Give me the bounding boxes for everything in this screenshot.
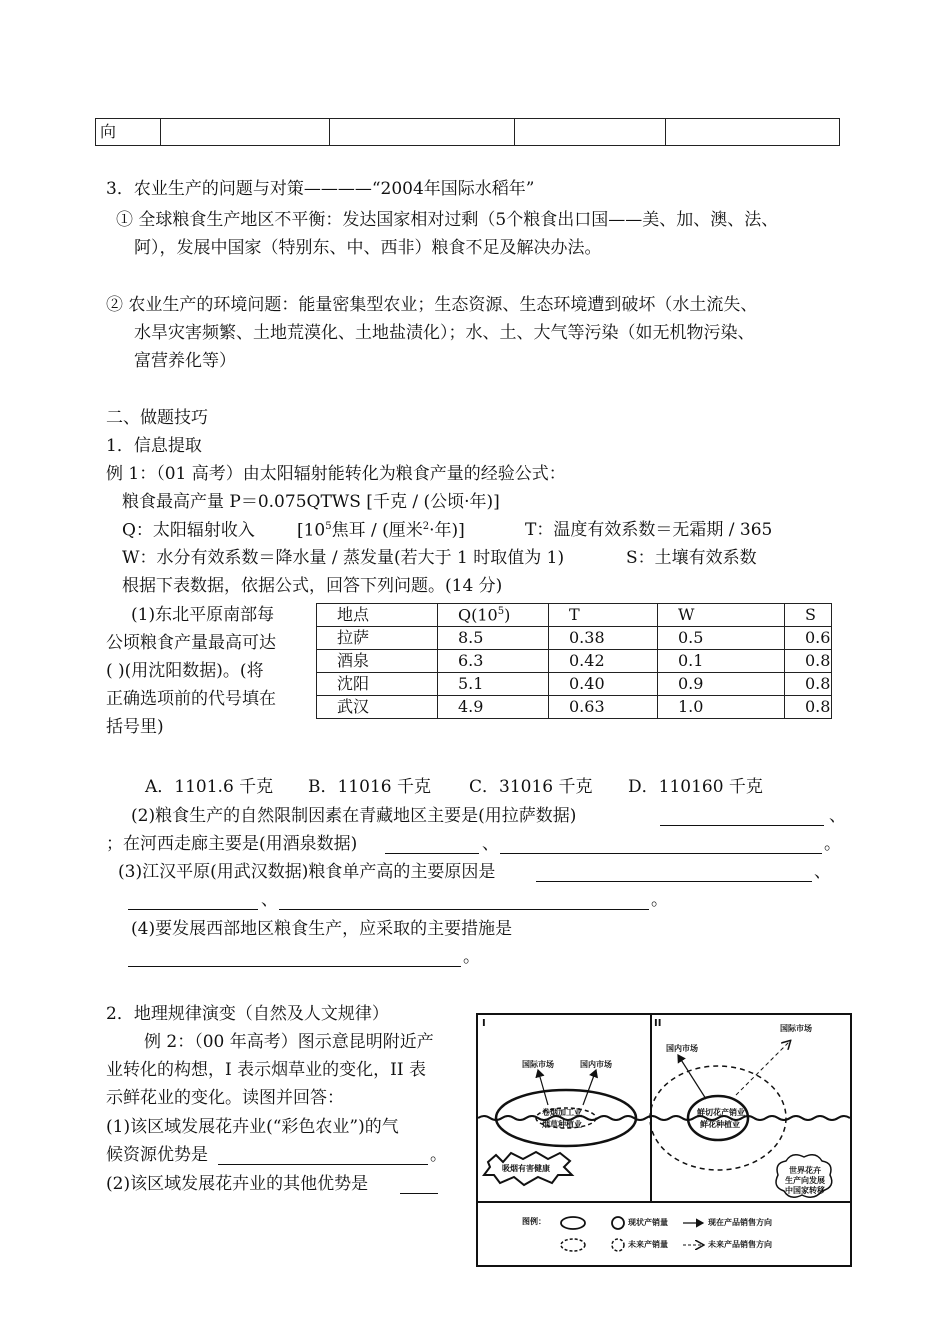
- example2-q1-line1: (1)该区域发展花卉业(“彩色农业”)的气: [106, 1117, 399, 1137]
- dom-market-label-2: 国内市场: [666, 1044, 698, 1053]
- table-cell: 4.9: [438, 696, 549, 719]
- intl-market-label-1: 国际市场: [522, 1060, 554, 1069]
- legend-title: 图例：: [522, 1217, 546, 1226]
- answer-blank[interactable]: [500, 853, 822, 854]
- legend-ellipse-solid: [561, 1217, 585, 1229]
- table-header-row: [317, 604, 832, 627]
- legend-future-direction: 未来产品销售方向: [708, 1240, 772, 1249]
- table-cell: 0.5: [658, 627, 785, 650]
- question3-line1: (3)江汉平原(用武汉数据)粮食单产高的主要原因是: [118, 862, 496, 882]
- header-s: S: [785, 604, 832, 627]
- table-cell: 向: [96, 119, 161, 146]
- table-row: [317, 650, 832, 673]
- header-q-label: Q(10: [458, 605, 498, 625]
- world-flower-label-1: 世界花卉: [789, 1166, 821, 1175]
- legend-divider: [478, 1201, 850, 1203]
- table-row: [317, 696, 832, 719]
- option-d: D．110160 千克: [628, 777, 763, 797]
- table-cell: 0.8: [785, 673, 832, 696]
- option-c: C．31016 千克: [469, 777, 593, 797]
- table-cell: 拉萨: [317, 627, 438, 650]
- flower-growing-label: 鲜花种植业: [700, 1120, 740, 1129]
- table-row: [317, 673, 832, 696]
- arrow-to-intl-market-2: [736, 1041, 790, 1095]
- subsection2-title: 2．地理规律演变（自然及人文规律）: [106, 1004, 389, 1024]
- question2-line1: (2)粮食生产的自然限制因素在青藏地区主要是(用拉萨数据): [131, 806, 577, 826]
- header-q-close: ): [504, 605, 511, 625]
- option-a: A．1101.6 千克: [145, 777, 274, 797]
- table-cell: 0.38: [549, 627, 658, 650]
- answer-blank[interactable]: [218, 1164, 428, 1165]
- horizon-line: [478, 1116, 850, 1120]
- punctuation: 、: [261, 890, 278, 910]
- table-cell: 1.0: [658, 696, 785, 719]
- section3-p1-line1: ① 全球粮食生产地区不平衡：发达国家相对过剩（5个粮食出口国——美、加、澳、法、: [116, 210, 779, 230]
- example2-q1-line2: 候资源优势是: [106, 1145, 208, 1165]
- legend-circle-solid: [612, 1217, 624, 1229]
- question2-line2: ；在河西走廊主要是(用酒泉数据): [106, 834, 358, 854]
- answer-blank[interactable]: [279, 909, 649, 910]
- answer-blank[interactable]: [385, 853, 479, 854]
- question1-line1: (1)东北平原南部每: [131, 605, 275, 625]
- arrow-to-dom-market: [583, 1070, 596, 1105]
- intl-market-label-2: 国际市场: [780, 1024, 812, 1033]
- punctuation: 、: [482, 834, 499, 854]
- section2-title: 二、做题技巧: [106, 408, 208, 428]
- answer-blank[interactable]: [400, 1193, 438, 1194]
- legend-current-sales: 现状产销量: [628, 1218, 668, 1227]
- tobacco-current-ellipse: [496, 1090, 636, 1146]
- answer-blank[interactable]: [536, 881, 812, 882]
- header-q-exponent: 5: [497, 605, 505, 617]
- section3-p2-line2: 水旱灾害频繁、土地荒漠化、土地盐渍化）；水、土、大气等污染（如无机物污染、: [134, 323, 755, 343]
- table-cell: 0.9: [658, 673, 785, 696]
- option-b: B．11016 千克: [308, 777, 431, 797]
- q-def-label: Q：太阳辐射收入: [122, 520, 255, 541]
- smoking-warning-label: 吸烟有害健康: [502, 1164, 550, 1173]
- question1-line5: 括号里): [106, 717, 164, 737]
- q-definition: [122, 522, 465, 540]
- answer-blank[interactable]: [128, 966, 461, 967]
- example2-line3: 示鲜花业的变化。读图并回答：: [106, 1088, 344, 1108]
- question1-line3: ( )(用沈阳数据)。(将: [106, 661, 264, 681]
- arrow-to-intl-market: [538, 1070, 548, 1105]
- table-row: [317, 627, 832, 650]
- example2-line1: 例 2：（00 年高考）图示意昆明附近产: [144, 1032, 434, 1052]
- section3-p2-line3: 富营养化等）: [134, 351, 236, 371]
- arrow-to-dom-market-2: [678, 1055, 706, 1099]
- q-def-unit2: 焦耳 / (厘米: [331, 520, 423, 541]
- example2-q2: (2)该区域发展花卉业的其他优势是: [106, 1174, 369, 1194]
- punctuation: 。: [824, 834, 841, 854]
- answer-blank[interactable]: [128, 909, 258, 910]
- table-cell: [330, 119, 515, 146]
- flower-sales-label: 鲜切花产销业: [697, 1108, 745, 1117]
- legend-ellipse-dashed: [561, 1239, 585, 1251]
- table-cell: 5.1: [438, 673, 549, 696]
- q-def-unit3: ·年)]: [429, 520, 465, 541]
- punctuation: 、: [814, 862, 831, 882]
- question4-line1: (4)要发展西部地区粮食生产，应采取的主要措施是: [131, 919, 513, 939]
- s-definition: S：土壤有效系数: [626, 548, 757, 568]
- t-definition: T：温度有效系数＝无霜期 / 365: [525, 520, 773, 540]
- legend-current-direction: 现在产品销售方向: [708, 1218, 772, 1227]
- punctuation: 。: [463, 947, 480, 967]
- answer-blank[interactable]: [660, 825, 824, 826]
- top-table-fragment: [95, 118, 840, 146]
- section3-p2-line1: ② 农业生产的环境问题：能量密集型农业；生态资源、生态环境遭到破坏（水土流失、: [106, 295, 758, 315]
- example1-intro: 例 1：（01 高考）由太阳辐射能转化为粮食产量的经验公式：: [106, 464, 566, 484]
- legend-circle-dashed: [612, 1239, 624, 1251]
- tobacco-growing-label: 烟草种植业: [542, 1120, 582, 1129]
- punctuation: 。: [651, 890, 668, 910]
- header-w: W: [658, 604, 785, 627]
- legend-future-sales: 未来产销量: [628, 1240, 668, 1249]
- table-cell: 0.63: [549, 696, 658, 719]
- section3-p1-line2: 阿），发展中国家（特别东、中、西非）粮食不足及解决办法。: [134, 238, 602, 258]
- table-cell: 武汉: [317, 696, 438, 719]
- panel-i-label: I: [482, 1018, 486, 1029]
- table-cell: 8.5: [438, 627, 549, 650]
- question1-line2: 公顷粮食产量最高可达: [106, 633, 276, 653]
- w-definition: W：水分有效系数＝降水量 / 蒸发量(若大于 1 时取值为 1): [122, 548, 565, 568]
- q-def-unit: [10: [296, 520, 326, 541]
- question1-line4: 正确选项前的代号填在: [106, 689, 276, 709]
- table-cell: 0.8: [785, 696, 832, 719]
- header-t: T: [549, 604, 658, 627]
- instruction: 根据下表数据，依据公式，回答下列问题。(14 分): [122, 576, 503, 596]
- table-cell: 0.1: [658, 650, 785, 673]
- punctuation: 。: [430, 1145, 447, 1165]
- table-cell: [515, 119, 666, 146]
- subsection1-title: 1．信息提取: [106, 436, 202, 456]
- table-cell: 6.3: [438, 650, 549, 673]
- table-cell: 0.42: [549, 650, 658, 673]
- industry-transition-figure: [476, 1013, 852, 1267]
- example2-line2: 业转化的构想，I 表示烟草业的变化，II 表: [106, 1060, 426, 1080]
- table-cell: [666, 119, 840, 146]
- table-cell: 酒泉: [317, 650, 438, 673]
- punctuation: 、: [829, 806, 846, 826]
- world-flower-label-2: 生产向发展: [785, 1176, 825, 1185]
- table-cell: 0.6: [785, 627, 832, 650]
- tobacco-processing-label: 卷烟加工业: [542, 1108, 582, 1117]
- formula: 粮食最高产量 P＝0.075QTWS [千克 / (公顷·年)]: [122, 492, 500, 512]
- q-def-exponent2: 2: [422, 521, 430, 532]
- panel-divider: [650, 1015, 652, 1201]
- header-location: 地点: [317, 604, 438, 627]
- table-cell: [161, 119, 330, 146]
- panel-ii-label: II: [654, 1018, 662, 1029]
- table-cell: 沈阳: [317, 673, 438, 696]
- world-flower-label-3: 中国家转移: [785, 1186, 825, 1195]
- figure-graphics: [478, 1015, 850, 1265]
- table-cell: 0.8: [785, 650, 832, 673]
- climate-data-table: [316, 603, 832, 719]
- dom-market-label-1: 国内市场: [580, 1060, 612, 1069]
- table-cell: 0.40: [549, 673, 658, 696]
- header-q: [438, 604, 549, 627]
- q-def-exponent: 5: [325, 521, 332, 532]
- section3-title: 3．农业生产的问题与对策————“2004年国际水稻年”: [106, 179, 535, 199]
